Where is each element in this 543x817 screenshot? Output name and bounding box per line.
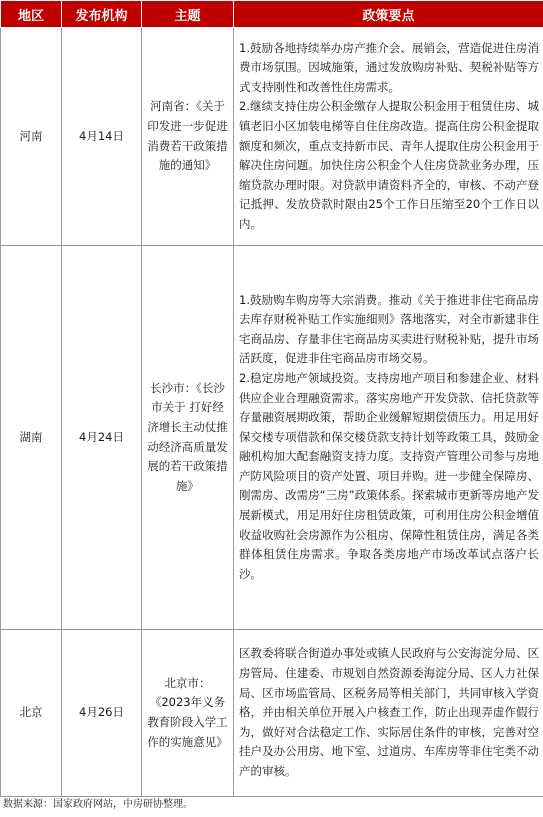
policy-points-cell <box>234 28 543 246</box>
header-topic: 主题 <box>142 1 234 28</box>
policy-point: 区教委将联合街道办事处或镇人民政府与公安海淀分局、区房管局、住建委、市规划自然资源委海淀分局、区人力社保局、区市场监管局、区税务局等相关部门，共同审核入学资格，并由相关单位开展入户核查工作，防止出现弄虚作假行为，做好对合法稳定工作、实际居住条件的审核，完善对空挂户及办公用房、地下室、过道房、车库房等非住宅类不动产的审核。 <box>239 646 539 778</box>
region-cell: 北京 <box>1 630 62 797</box>
header-date: 发布机构 <box>62 1 142 28</box>
date-cell: 4月24日 <box>62 246 142 630</box>
date-cell: 4月26日 <box>62 630 142 797</box>
header-points: 政策要点 <box>234 1 543 28</box>
policy-points-cell <box>234 246 543 630</box>
table-row <box>1 246 543 630</box>
source-note: 数据来源：国家政府网站，中房研协整理。 <box>3 799 193 810</box>
region-cell: 湖南 <box>1 246 62 630</box>
policy-point: 1.鼓励购车购房等大宗消费。推动《关于推进非住宅商品房去库存财税补贴工作实施细则》落地落实，对全市新建非住宅商品房、存量非住宅商品房买卖进行财税补贴，提升市场活跃度，促进非住宅商品房市场交易。 <box>239 292 539 366</box>
table-row <box>1 28 543 246</box>
policy-point: 1.鼓励各地持续举办房产推介会、展销会，营造促进住房消费市场氛围。因城施策，通过发放购房补贴、契税补贴等方式支持刚性和改善性住房需求。 <box>239 40 539 94</box>
region-cell: 河南 <box>1 28 62 246</box>
topic-cell: 长沙市：《长沙市关于 打好经济增长主动仗推动经济高质量发展的若干政策措施》 <box>142 246 234 630</box>
table-row <box>1 630 543 797</box>
header-region: 地区 <box>1 1 62 28</box>
policy-point: 2.稳定房地产领域投资。支持房地产项目和参建企业、材料供应企业合理融资需求。落实房地产开发贷款、信托贷款等存量融资展期政策，帮助企业缓解短期偿债压力。用足用好保交楼专项借款和保交楼贷款支持计划等政策工具，鼓励金融机构加大配套融资支持力度。支持资产管理公司参与房地产防风险项目的资产处置、项目并购。进一步健全保障房、刚需房、改需房“三房”政策体系。探索城市更新等房地产发展新模式，用足用好住房租赁政策，可利用住房公积金增值收益收购社会房源作为公租房、保障性租赁住房，满足各类群体租赁住房需求。争取各类房地产市场改革试点落户长沙。 <box>239 370 539 581</box>
table-header-row <box>1 1 543 28</box>
date-cell: 4月14日 <box>62 28 142 246</box>
topic-cell: 河南省：《关于印发进一步促进消费若干政策措施的通知》 <box>142 28 234 246</box>
policy-points-cell <box>234 630 543 797</box>
topic-cell: 北京市：《2023年义务教育阶段入学工作的实施意见》 <box>142 630 234 797</box>
policy-point: 2.继续支持住房公积金缴存人提取公积金用于租赁住房、城镇老旧小区加装电梯等自住住房改造。提高住房公积金提取额度和频次，重点支持新市民、青年人提取住房公积金用于解决住房问题。加快住房公积金个人住房贷款业务办理，压缩贷款办理时限。对贷款申请资料齐全的，审核、不动产登记抵押、发放贷款时限由25个工作日压缩至20个工作日以内。 <box>239 99 539 231</box>
